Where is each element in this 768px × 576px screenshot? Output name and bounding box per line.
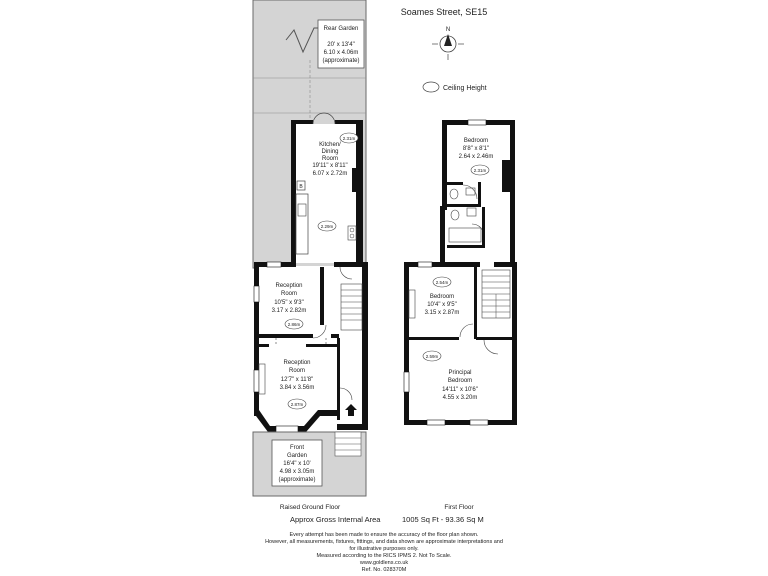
kitchen-wall-top-right xyxy=(335,120,363,124)
partition-wall xyxy=(474,267,477,339)
chimney-breast xyxy=(352,168,360,192)
principal-name-2: Bedroom xyxy=(447,378,473,384)
front-garden-note: (approximate) xyxy=(278,477,316,483)
front-garden-metric: 4.98 x 3.05m xyxy=(279,469,315,475)
chimney-breast xyxy=(502,160,510,192)
ff-wall-left-upper xyxy=(442,120,447,210)
rear-garden-name: Rear Garden xyxy=(323,26,359,32)
kitchen-name-2: Dining xyxy=(321,149,339,155)
area-value: 1005 Sq Ft - 93.36 Sq M xyxy=(402,515,484,524)
staircase xyxy=(341,284,362,330)
bedroom-mid-name: Bedroom xyxy=(429,294,455,300)
partition-wall xyxy=(259,334,313,338)
ceiling-height-legend-label: Ceiling Height xyxy=(443,85,487,92)
principal-ceiling: 2.59m xyxy=(425,354,439,359)
area-label: Approx Gross Internal Area xyxy=(290,515,381,524)
bedroom-mid-metric: 3.15 x 2.87m xyxy=(424,310,460,316)
kitchen-wall-top-left xyxy=(291,120,313,124)
rear-garden-note: (approximate) xyxy=(322,58,360,64)
property-title: Soames Street, SE15 xyxy=(400,7,488,17)
partition-wall xyxy=(447,182,463,185)
kitchen-ceiling-1: 2.31m xyxy=(342,136,356,141)
bedroom-top-ceiling: 2.31m xyxy=(473,168,487,173)
partition-wall xyxy=(306,344,340,347)
partition-wall xyxy=(482,207,485,247)
principal-imperial: 14'11" x 10'6" xyxy=(442,387,478,393)
kitchen-metric: 6.07 x 2.72m xyxy=(312,171,348,177)
fireplace xyxy=(259,364,265,394)
ff-wall-top-mid xyxy=(404,262,480,267)
partition-wall xyxy=(409,337,459,340)
bedroom-top-metric: 2.64 x 2.46m xyxy=(458,154,494,160)
reception-front-ceiling: 2.87m xyxy=(290,402,304,407)
fireplace xyxy=(409,290,415,318)
reception-front-name-2: Room xyxy=(288,368,306,374)
window xyxy=(468,120,486,125)
reception-front-name-1: Reception xyxy=(283,360,311,366)
disclaimer-line: Measured according to the RICS IPMS 2. Not To Scale. xyxy=(316,553,452,559)
bedroom-top-name: Bedroom xyxy=(463,138,489,144)
compass-north-label: N xyxy=(445,27,451,33)
website-link[interactable]: www.goldlens.co.uk xyxy=(359,560,409,566)
ceiling-height-legend-icon xyxy=(423,82,439,92)
kitchen-wall-left xyxy=(291,120,296,265)
ff-wall-left-bath xyxy=(440,206,445,262)
front-garden-name-2: Garden xyxy=(286,453,308,459)
partition-wall xyxy=(447,204,481,207)
compass-icon xyxy=(432,34,464,60)
disclaimer-line: Every attempt has been made to ensure the accuracy of the floor plan shown. xyxy=(289,532,479,538)
kitchen-name-3: Room xyxy=(321,156,339,162)
first-floor-label: First Floor xyxy=(444,504,474,511)
bedroom-mid-imperial: 10'4" x 9'5" xyxy=(427,302,457,308)
reception-rear-name-2: Room xyxy=(280,291,298,297)
ff-wall-right-upper xyxy=(510,120,515,262)
window xyxy=(470,420,488,425)
kitchen-wall-right xyxy=(356,120,363,265)
disclaimer-line: for illustrative purposes only. xyxy=(349,546,419,552)
window xyxy=(267,262,281,267)
principal-metric: 4.55 x 3.20m xyxy=(442,395,478,401)
partition-wall xyxy=(447,245,485,248)
principal-name-1: Principal xyxy=(448,370,472,376)
front-garden-imperial: 16'4" x 10' xyxy=(283,461,311,467)
window xyxy=(404,372,409,392)
front-wall xyxy=(337,424,368,430)
partition-wall xyxy=(476,337,512,340)
reference-number: Ref. No. 028370M xyxy=(361,567,407,573)
reception-rear-ceiling: 2.86m xyxy=(287,322,301,327)
rear-garden-metric: 6.10 x 4.06m xyxy=(323,50,359,56)
hall-wall xyxy=(337,338,340,420)
kitchen-imperial: 19'11" x 8'11" xyxy=(312,163,348,169)
reception-rear-metric: 3.17 x 2.82m xyxy=(271,308,307,314)
partition-wall xyxy=(320,267,324,325)
reception-front-metric: 3.84 x 3.56m xyxy=(279,385,315,391)
boiler-label: B xyxy=(299,184,303,190)
reception-rear-imperial: 10'5" x 9'3" xyxy=(274,300,304,306)
bay-window-glazing xyxy=(276,426,298,432)
reception-rear-name-1: Reception xyxy=(275,283,303,289)
window xyxy=(254,370,259,392)
reception-front-imperial: 12'7" x 11'8" xyxy=(280,377,314,383)
ff-wall-bottom xyxy=(404,420,517,425)
kitchen-ceiling-2: 2.29m xyxy=(320,224,334,229)
partition-wall xyxy=(331,334,339,338)
window xyxy=(427,420,445,425)
partition-wall xyxy=(259,344,269,347)
rear-garden-imperial: 20' x 13'4" xyxy=(327,42,355,48)
kitchen-name-1: Kitchen/ xyxy=(319,142,341,148)
ff-wall-left xyxy=(404,262,409,425)
bedroom-mid-ceiling: 2.54m xyxy=(435,280,449,285)
ground-wall-top-right xyxy=(334,262,368,267)
ff-wall-top-mid-right xyxy=(494,262,515,267)
disclaimer-line: However, all measurements, fixtures, fittings, and data shown are approximate interpretations and xyxy=(265,539,503,545)
kitchen-counter xyxy=(296,194,308,254)
front-garden-name-1: Front xyxy=(289,445,305,451)
bedroom-top-imperial: 8'8" x 8'1" xyxy=(462,146,490,152)
ground-wall-right xyxy=(362,262,368,430)
window xyxy=(254,286,259,302)
ff-wall-right xyxy=(512,262,517,425)
ground-floor-label: Raised Ground Floor xyxy=(279,504,341,511)
partition-wall xyxy=(478,182,481,206)
window xyxy=(418,262,432,267)
